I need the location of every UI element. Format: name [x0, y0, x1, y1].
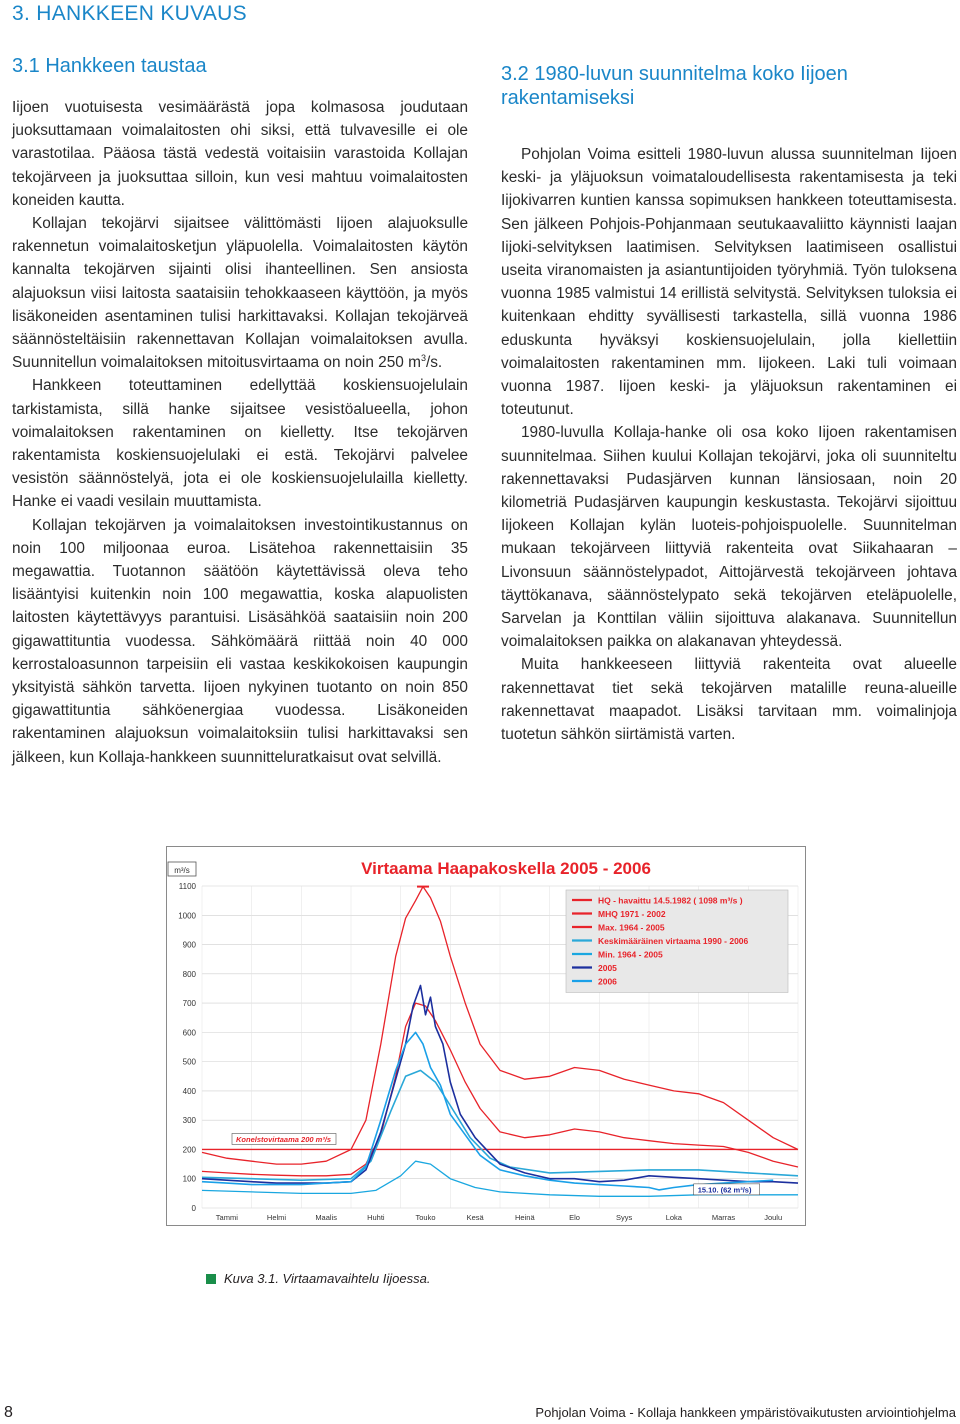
x-tick-label: Kesä: [466, 1213, 484, 1222]
x-tick-label: Joulu: [764, 1213, 783, 1222]
legend-label-y2006: 2006: [598, 976, 617, 987]
left-paragraph: Hankkeen toteuttaminen edellyttää koskiensuojelulain tarkistamista, sillä hanke sijaitsee vesistöalueella, johon voimalaitoksen rakentaminen on kielletty. Itse tekojärven rakentamista koskiensuojelulaki ei estä. Tekojärvi palvelee vesistön säännöstelyä, jota ei ole koskiensuojelulailla kielletty. Hanke ei vaadi vesilain muuttamista.: [12, 377, 468, 511]
x-tick-label: Elo: [569, 1213, 580, 1222]
x-tick-label: Loka: [665, 1213, 682, 1222]
legend: [566, 890, 788, 993]
x-tick-label: Heinä: [515, 1213, 535, 1222]
left-paragraph-text: Kollajan tekojärvi sijaitsee välittömästi Iijoen alajuoksulle rakennetun voimalaitosketjun yläpuolella. Voimalaitosten käytön kannalta tekojärven sijainti olisi ihanteellinen. Sen ansiosta alajuoksun viisi laitosta saataisiin tehokkaaseen käyttöön, ja myös lisäkoneiden asentaminen tulisi harkittavaksi. Kollajan tekojärveä säännösteltäisiin rakennettavan Kollajan voimalaitoksen avulla. Suunnitellun voimalaitoksen mitoitusvirtaama on noin 250 m: [12, 215, 468, 372]
x-tick-label: Tammi: [215, 1213, 238, 1222]
legend-label-mean: Keskimääräinen virtaama 1990 - 2006: [598, 936, 749, 946]
x-tick-label: Syys: [616, 1213, 633, 1222]
y-tick-label: 1100: [178, 882, 196, 891]
legend-label-max: Max. 1964 - 2005: [598, 922, 665, 933]
caption-marker: [206, 1274, 216, 1284]
left-paragraph: Kollajan tekojärven ja voimalaitoksen investointikustannus on noin 100 miljoonaa euroa. Lisätehoa rakennettaisiin 35 megawattia. Tuotannon säätöön käytettävissä oleva teho lisääntyisi kuitenkin noin 100 megawattia, koska alapuolisten laitosten käytettävyys parantuisi. Lisäsähköä saataisiin noin 200 gigawattituntia vuodessa. Sähkömäärä riittää noin 40 000 kerrostaloasunnon tarpeisiin eli vastaa keskikokoisen kaupungin yksityistä sähkön tarvetta. Iijoen nykyinen tuotanto on noin 850 gigawattituntia sähköenergiaa vuodessa. Lisäkoneiden rakentaminen alajuoksun voimalaitoksiin tulisi harkittavaksi sen jälkeen, kun Kollaja-hankkeen suunnitteluratkaisut ovat selvillä.: [12, 516, 468, 766]
left-paragraph: Iijoen vuotuisesta vesimäärästä jopa kolmasosa joudutaan juoksuttamaan voimalaitosten ohi siksi, että tulvavesille ei ole varastotilaa. Pääosa tästä vedestä voitaisiin varastoida Kollajan tekojärveen ja juoksuttaa silloin, kun vesi mahtuu voimalaitosten koneiden kautta.: [12, 99, 468, 209]
y-tick-label: 1000: [178, 911, 196, 921]
right-paragraph: Muita hankkeeseen liittyviä rakenteita ovat alueelle rakennettavat tiet sekä tekojärven matalille reuna-alueille rakennettavat maapadot. Lisäksi tarvitaan mm. voimalinjoja tuotetun sähkön siirtämistä varten.: [501, 656, 957, 744]
page-footer: Pohjolan Voima - Kollaja hankkeen ympäristövaikutusten arviointiohjelma: [535, 1405, 956, 1420]
min-flow-label: 15.10. (62 m³/s): [697, 1185, 752, 1195]
left-column: [12, 96, 468, 769]
y-tick-label: 400: [182, 1086, 196, 1096]
right-paragraph: Pohjolan Voima esitteli 1980-luvun alussa suunnitelman Iijoen keski- ja yläjuoksun voimataloudellisesta rakentamisesta ja teki Iijokivarren kuntien kanssa sopimuksen hankkeen toteuttamisesta. Sen jälkeen Pohjois-Pohjanmaan seutukaavaliitto käynnisti laajan Iijoki-selvityksen laatimisen. Selvityksen laatimiseen osallistui useita viranomaisten ja asiantuntijoiden työryhmiä. Työn tuloksena vuonna 1985 valmistui 14 erillistä selvitystä. Selvityksen tuloksia ei kuitenkaan ehditty syvällisesti tarkastella, sillä vuonna 1986 eduskunta hyväksyi koskiensuojelulain, jolla kiellettiin voimalaitosten rakentaminen mm. Iijokeen. Laki tuli voimaan vuonna 1987. Iijoen keski- ja yläjuoksun rakentaminen ei toteutunut.: [501, 146, 957, 419]
flow-chart-svg: [166, 846, 806, 1226]
page-number: 8: [4, 1404, 13, 1421]
legend-label-hq: HQ - havaittu 14.5.1982 ( 1098 m³/s ): [598, 895, 743, 906]
x-tick-label: Huhti: [367, 1213, 385, 1222]
legend-label-min: Min. 1964 - 2005: [598, 949, 663, 960]
left-paragraph: [12, 212, 468, 374]
y-tick-label: 900: [182, 940, 196, 950]
flow-chart: [166, 846, 806, 1226]
right-paragraph: 1980-luvulla Kollaja-hanke oli osa koko Iijoen rakentamisen suunnitelmaa. Siihen kuului Kollajan tekojärvi, joka oli suunniteltu rakennettavaksi Pudasjärven kunnan länsiosaan, noin 20 kilometriä Pudasjärven kaupungin keskustasta. Tekojärvi sijoittuu Iijokeen Kollajan kylän luoteis-pohjoispuolelle. Suunnitelman mukaan tekojärveen liittyviä rakenteita ovat Siikahaaran – Livonsuun säännöstelypadot, Aittojärvestä tekojärveen johtava täyttökanava, säännöstelypato sekä tekojärven eteläpuolelle, Sarvelan ja Konttilan väliin sijoittuva alakanava. Suunnitellun voimalaitoksen paikka on alakanavan yhteydessä.: [501, 424, 957, 651]
y-tick-label: 700: [182, 999, 196, 1009]
x-tick-label: Helmi: [266, 1213, 287, 1222]
y-tick-label: 500: [182, 1057, 196, 1067]
figure-caption: Kuva 3.1. Virtaamavaihtelu Iijoessa.: [224, 1271, 431, 1286]
chart-title: Virtaama Haapakoskella 2005 - 2006: [361, 859, 651, 878]
y-tick-label: 200: [182, 1145, 196, 1155]
y-tick-label: 300: [182, 1116, 196, 1126]
subsection-heading-left: 3.1 Hankkeen taustaa: [12, 55, 207, 77]
x-tick-label: Touko: [415, 1213, 436, 1222]
y-tick-label: 0: [191, 1204, 196, 1213]
unit-tail: /s.: [425, 354, 443, 372]
x-tick-label: Maalis: [315, 1213, 338, 1222]
section-heading: 3. HANKKEEN KUVAUS: [12, 2, 247, 25]
right-column: [501, 143, 957, 746]
subsection-heading-right: 3.2 1980-luvun suunnitelma koko Iijoen rakentamiseksi: [501, 63, 848, 109]
y-tick-label: 100: [182, 1174, 196, 1184]
y-axis-label: m³/s: [174, 866, 190, 875]
threshold-label: Konelstovirtaama 200 m³/s: [236, 1134, 332, 1144]
legend-label-mhq: MHQ 1971 - 2002: [598, 909, 666, 919]
unit-superscript: 3: [420, 353, 426, 364]
legend-label-y2005: 2005: [598, 963, 617, 973]
y-tick-label: 800: [182, 969, 196, 979]
x-tick-label: Marras: [711, 1213, 736, 1222]
y-tick-label: 600: [182, 1028, 196, 1038]
